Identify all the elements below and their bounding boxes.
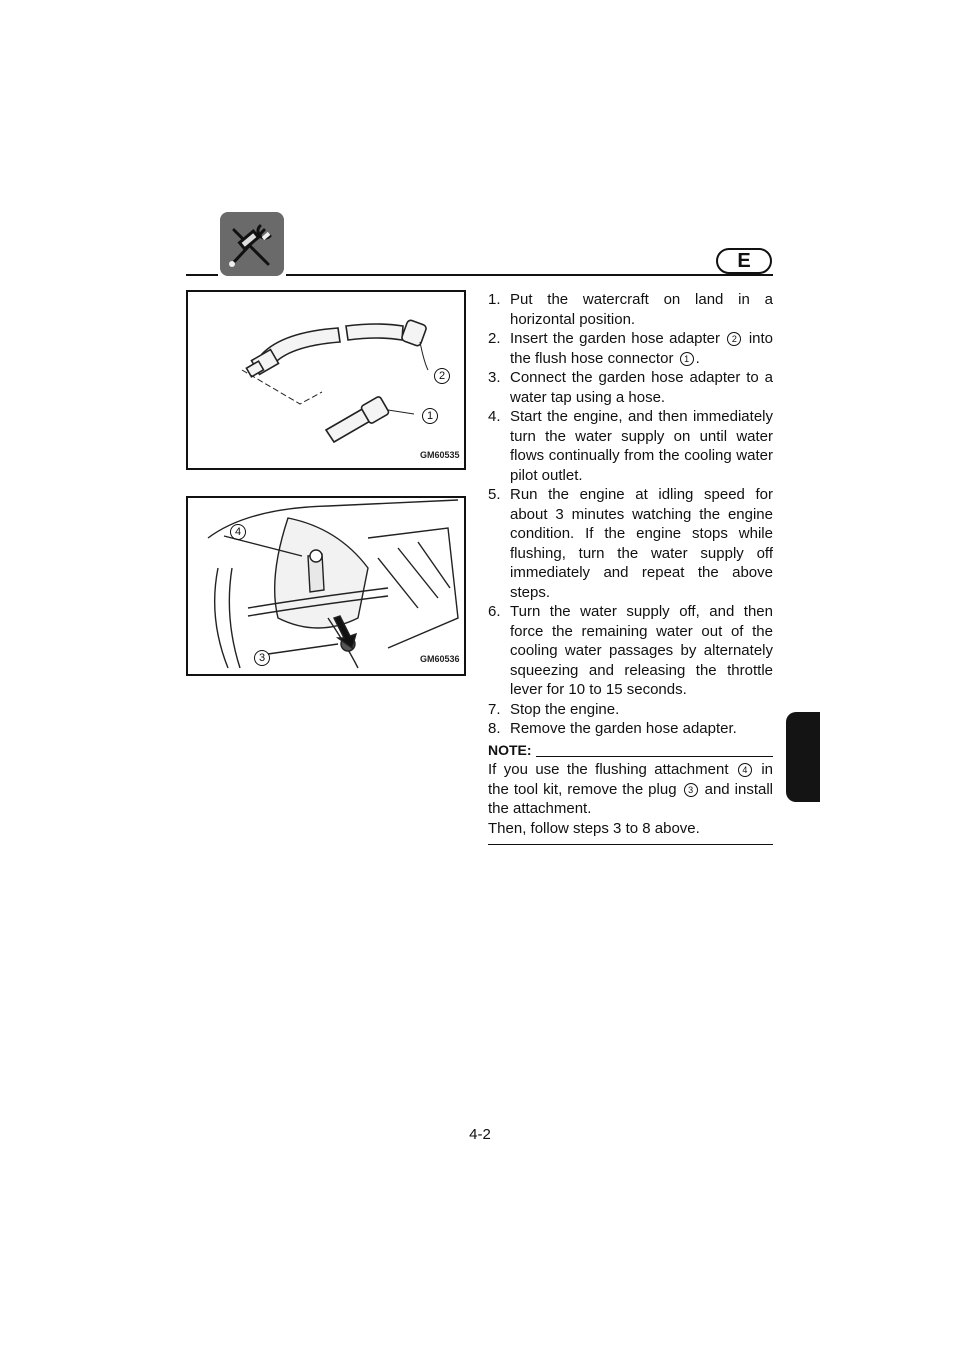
callout-3: 3: [254, 650, 270, 666]
step-2: 2. Insert the garden hose adapter 2 into the flush hose connector 1 .: [488, 330, 773, 367]
ref-callout-2: 2: [727, 332, 741, 346]
figure-code: GM60535: [420, 450, 460, 460]
note-header: [488, 741, 773, 761]
callout-4: 4: [230, 524, 246, 540]
page-number: 4-2: [469, 1126, 491, 1143]
step-3: 3. Connect the garden hose adapter to a water tap using a hose.: [488, 369, 773, 406]
step-5: 5. Run the engine at idling speed for about 3 minutes watching the engine condition. If the engine stops while flushing, turn the water supply off immediately and repeat the above steps.: [488, 486, 773, 601]
instructions-column: [488, 290, 773, 845]
step-4: 4. Start the engine, and then immediately turn the water supply on until water flows continually from the cooling water pilot outlet.: [488, 408, 773, 484]
step-8: 8. Remove the garden hose adapter.: [488, 720, 737, 737]
maintenance-tools-icon: [220, 212, 284, 276]
ref-callout-3: 3: [684, 783, 698, 797]
step-1: 1. Put the watercraft on land in a horizontal position.: [488, 291, 773, 328]
figure-code: GM60536: [420, 654, 460, 664]
step-7: 7. Stop the engine.: [488, 700, 620, 718]
note-label: NOTE:: [488, 741, 532, 758]
callout-2: 2: [434, 368, 450, 384]
ref-callout-4: 4: [738, 763, 752, 777]
figure-flushing-attachment: [186, 496, 466, 676]
language-badge: E: [716, 248, 772, 274]
note-end-rule: [488, 844, 773, 845]
engine-compartment-illustration: [188, 498, 464, 674]
callout-1: 1: [422, 408, 438, 424]
note-body: If you use the flushing attachment 4 in the tool kit, remove the plug 3 and install the attachment.: [488, 761, 774, 817]
header-rule-right: [286, 274, 773, 276]
step-6: 6. Turn the water supply off, and then force the remaining water out of the cooling water passages by alternately squeezing and releasing the throttle lever for 10 to 15 seconds.: [488, 603, 773, 698]
note-line-2: Then, follow steps 3 to 8 above.: [488, 819, 700, 837]
ref-callout-1: 1: [680, 352, 694, 366]
figure-hose-adapter: [186, 290, 466, 470]
section-tab-marker: [786, 712, 820, 802]
header-rule-left: [186, 274, 218, 276]
hose-adapter-illustration: [188, 292, 464, 468]
note-rule: [536, 756, 773, 757]
